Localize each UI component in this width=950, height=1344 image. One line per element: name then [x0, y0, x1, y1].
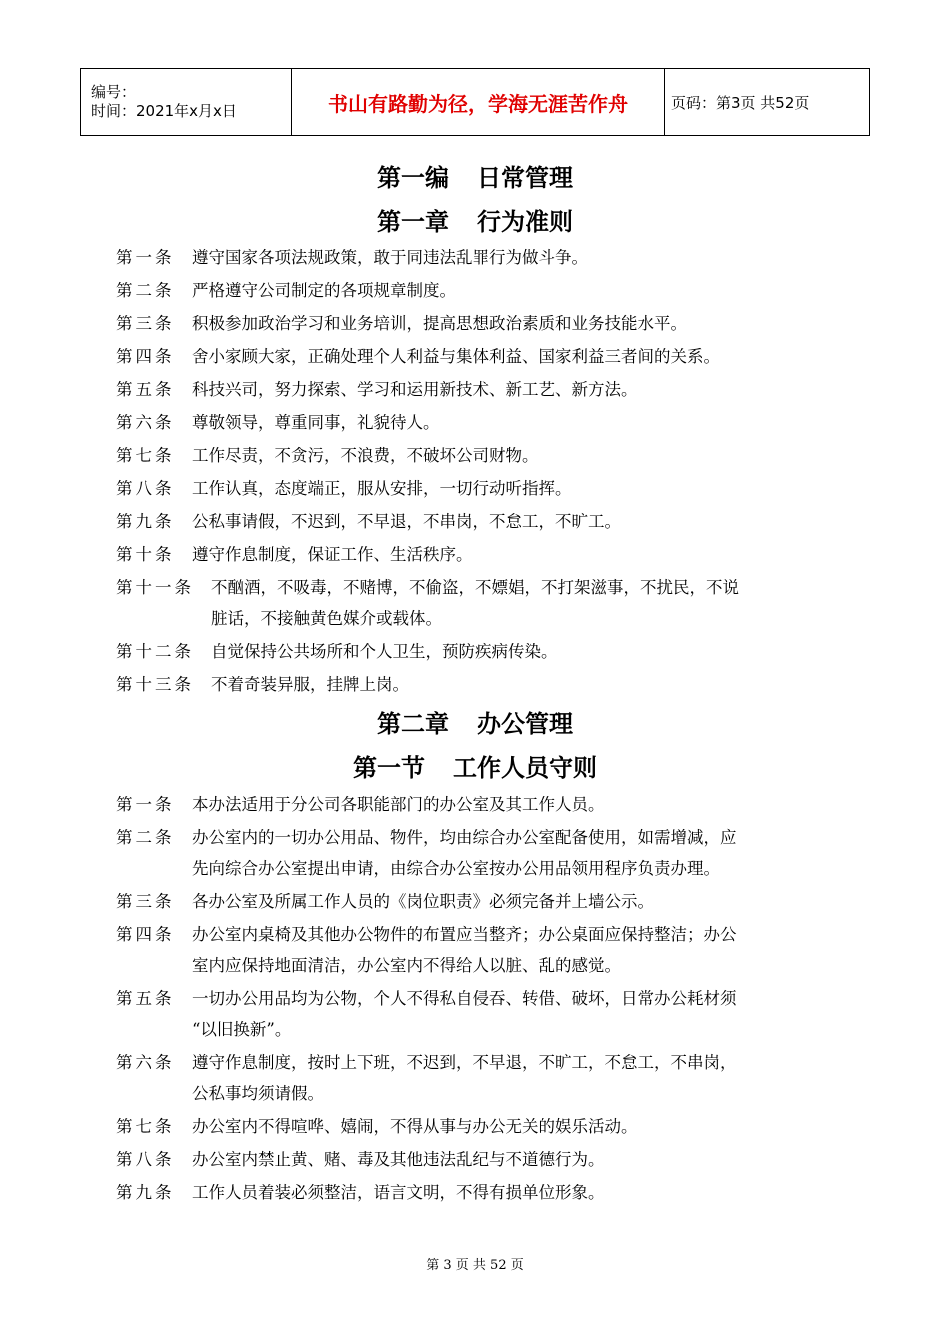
article-number: 第十一条 [116, 578, 194, 597]
article-text: 工作认真，态度端正，服从安排，一切行动听指挥。 [192, 479, 572, 498]
part-title: 第一编 日常管理 [377, 164, 573, 192]
article-number: 第七条 [116, 1117, 175, 1136]
article-number: 第五条 [116, 380, 175, 399]
article-text: 科技兴司，努力探索、学习和运用新技术、新工艺、新方法。 [192, 380, 638, 399]
article-number: 第八条 [116, 1150, 175, 1169]
article-item [116, 308, 846, 339]
article-number: 第八条 [116, 479, 175, 498]
article-number: 第四条 [116, 925, 175, 944]
section1-articles [116, 789, 846, 1208]
article-number: 第二条 [116, 281, 175, 300]
article-text: 自觉保持公共场所和个人卫生，预防疾病传染。 [211, 642, 558, 661]
chapter2-title: 第二章 办公管理 [377, 710, 573, 738]
article-text: 遵守作息制度，保证工作、生活秩序。 [192, 545, 473, 564]
chapter1-title: 第一章 行为准则 [377, 208, 573, 236]
article-text-continued: 公私事均须请假。 [192, 1084, 324, 1103]
date-label: 时间：2021年x月x日 [91, 102, 237, 120]
article-item [116, 822, 846, 884]
article-text: 办公室内不得喧哗、嬉闹，不得从事与办公无关的娱乐活动。 [192, 1117, 638, 1136]
article-text: 公私事请假，不迟到，不早退，不串岗，不怠工，不旷工。 [192, 512, 621, 531]
article-item [116, 506, 846, 537]
article-item [116, 636, 846, 667]
article-text: 严格遵守公司制定的各项规章制度。 [192, 281, 456, 300]
article-item [116, 473, 846, 504]
chapter1-articles [116, 242, 846, 700]
article-text: 各办公室及所属工作人员的《岗位职责》必须完备并上墙公示。 [192, 892, 654, 911]
article-text: 工作尽责，不贪污，不浪费，不破坏公司财物。 [192, 446, 539, 465]
article-item [116, 886, 846, 917]
article-text: 不酗酒，不吸毒，不赌博，不偷盗，不嫖娼，不打架滋事，不扰民，不说 [211, 578, 739, 597]
article-item [116, 1111, 846, 1142]
header-motto: 书山有路勤为径，学海无涯苦作舟 [292, 69, 665, 136]
article-item [116, 1047, 846, 1109]
article-number: 第七条 [116, 446, 175, 465]
article-number: 第二条 [116, 828, 175, 847]
article-text-continued: “以旧换新”。 [192, 1020, 292, 1039]
article-item [116, 669, 846, 700]
article-text: 工作人员着装必须整洁，语言文明，不得有损单位形象。 [192, 1183, 605, 1202]
article-text: 积极参加政治学习和业务培训，提高思想政治素质和业务技能水平。 [192, 314, 687, 333]
article-item [116, 275, 846, 306]
article-number: 第十二条 [116, 642, 194, 661]
article-number: 第九条 [116, 512, 175, 531]
article-text: 办公室内桌椅及其他办公物件的布置应当整齐；办公桌面应保持整洁；办公 [192, 925, 737, 944]
article-number: 第三条 [116, 314, 175, 333]
article-text-continued: 脏话，不接触黄色媒介或载体。 [211, 609, 442, 628]
article-number: 第一条 [116, 248, 175, 267]
article-item [116, 341, 846, 372]
article-number: 第六条 [116, 1053, 175, 1072]
article-number: 第十条 [116, 545, 175, 564]
article-text: 尊敬领导，尊重同事，礼貌待人。 [192, 413, 440, 432]
article-number: 第九条 [116, 1183, 175, 1202]
article-text-continued: 先向综合办公室提出申请，由综合办公室按办公用品领用程序负责办理。 [192, 859, 720, 878]
article-number: 第四条 [116, 347, 175, 366]
article-text: 本办法适用于分公司各职能部门的办公室及其工作人员。 [192, 795, 605, 814]
article-text: 不着奇装异服，挂牌上岗。 [211, 675, 409, 694]
article-item [116, 1144, 846, 1175]
article-item [116, 539, 846, 570]
article-number: 第一条 [116, 795, 175, 814]
article-number: 第十三条 [116, 675, 194, 694]
page-header [80, 68, 870, 136]
article-number: 第五条 [116, 989, 175, 1008]
article-item [116, 440, 846, 471]
article-number: 第六条 [116, 413, 175, 432]
article-item [116, 572, 846, 634]
article-item [116, 919, 846, 981]
header-page-label: 页码：第3页 共52页 [665, 69, 870, 136]
article-item [116, 789, 846, 820]
article-text: 遵守作息制度，按时上下班，不迟到，不早退，不旷工，不怠工，不串岗， [192, 1053, 737, 1072]
article-text: 办公室内禁止黄、赌、毒及其他违法乱纪与不道德行为。 [192, 1150, 605, 1169]
article-text: 办公室内的一切办公用品、物件，均由综合办公室配备使用，如需增减，应 [192, 828, 737, 847]
article-text: 遵守国家各项法规政策，敢于同违法乱罪行为做斗争。 [192, 248, 588, 267]
article-item [116, 1177, 846, 1208]
article-item [116, 242, 846, 273]
article-text: 一切办公用品均为公物，个人不得私自侵吞、转借、破坏，日常办公耗材须 [192, 989, 737, 1008]
article-text-continued: 室内应保持地面清洁，办公室内不得给人以脏、乱的感觉。 [192, 956, 621, 975]
article-text: 舍小家顾大家，正确处理个人利益与集体利益、国家利益三者间的关系。 [192, 347, 720, 366]
article-item [116, 407, 846, 438]
page-footer: 第 3 页 共 52 页 [426, 1258, 524, 1273]
section1-title: 第一节 工作人员守则 [353, 754, 597, 782]
number-label: 编号： [91, 83, 137, 101]
article-number: 第三条 [116, 892, 175, 911]
header-meta [81, 69, 292, 136]
article-item [116, 983, 846, 1045]
article-item [116, 374, 846, 405]
